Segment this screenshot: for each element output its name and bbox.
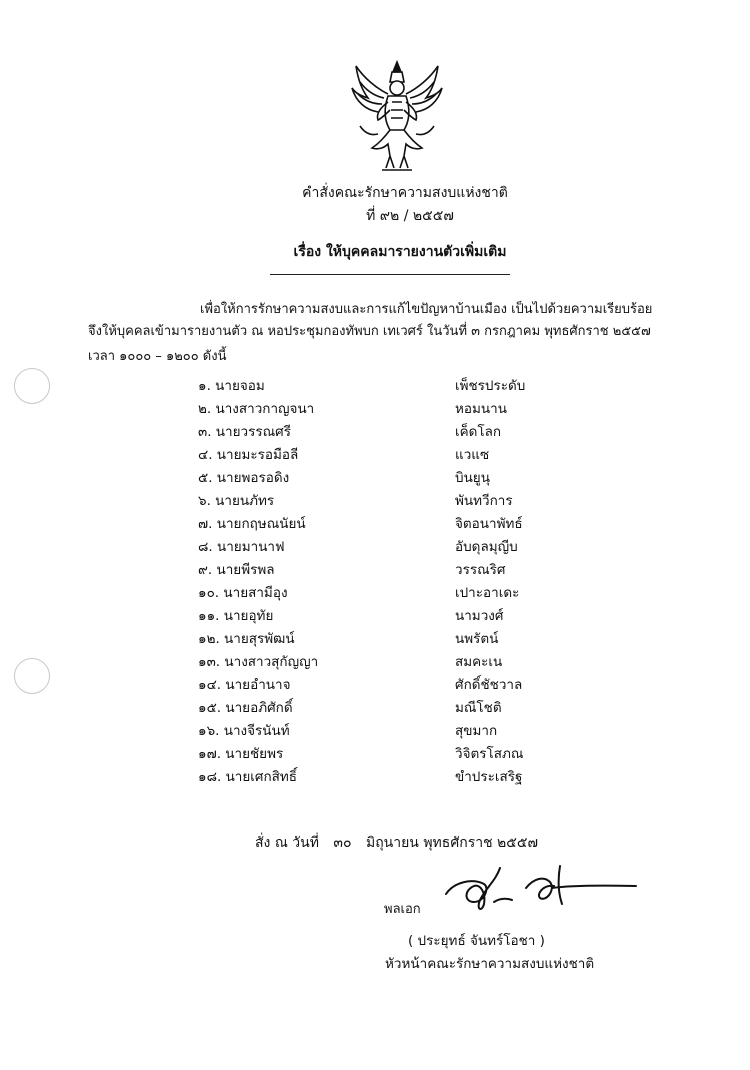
person-name: ๓. นายวรรณศรี bbox=[198, 424, 291, 440]
list-item bbox=[0, 650, 750, 672]
person-surname: เค็ดโลก bbox=[455, 424, 502, 440]
person-surname: ศักดิ์ชัชวาล bbox=[455, 677, 523, 693]
person-surname: เปาะอาเดะ bbox=[455, 585, 520, 601]
list-item bbox=[0, 673, 750, 695]
list-item bbox=[0, 765, 750, 787]
list-item bbox=[0, 443, 750, 465]
person-name: ๑๕. นายอภิศักดิ์ bbox=[198, 700, 293, 716]
person-name: ๕. นายพอรอดิง bbox=[198, 470, 290, 486]
person-surname: หอมนาน bbox=[455, 401, 507, 417]
person-surname: วรรณริศ bbox=[455, 562, 506, 578]
person-surname: สุขมาก bbox=[455, 723, 498, 739]
signer-rank: พลเอก bbox=[384, 902, 421, 917]
body-line-2: จึงให้บุคคลเข้ามารายงานตัว ณ หอประชุมกองทัพบก เทเวศร์ ในวันที่ ๓ กรกฎาคม พุทธศักราช ๒๕๕๗ bbox=[88, 324, 651, 339]
person-name: ๑. นายจอม bbox=[198, 378, 265, 394]
list-item bbox=[0, 581, 750, 603]
person-name: ๑๒. นายสุรพัฒน์ bbox=[198, 631, 295, 647]
list-item bbox=[0, 374, 750, 396]
person-name: ๘. นายมานาฟ bbox=[198, 539, 285, 555]
list-item bbox=[0, 696, 750, 718]
person-name: ๑๑. นายอุทัย bbox=[198, 608, 274, 624]
person-surname: อับดุลมุญีบ bbox=[455, 539, 518, 555]
list-item bbox=[0, 742, 750, 764]
list-item bbox=[0, 397, 750, 419]
order-number: ที่ ๙๒ / ๒๕๕๗ bbox=[366, 208, 454, 224]
signer-position: หัวหน้าคณะรักษาความสงบแห่งชาติ bbox=[385, 956, 595, 972]
list-item bbox=[0, 466, 750, 488]
list-item bbox=[0, 627, 750, 649]
list-item bbox=[0, 535, 750, 557]
person-name: ๖. นายนภัทร bbox=[198, 493, 275, 509]
person-surname: จิตอนาพัทธ์ bbox=[455, 516, 523, 532]
person-surname: สมคะเน bbox=[455, 654, 503, 670]
garuda-emblem-icon bbox=[348, 58, 446, 176]
issue-date bbox=[255, 832, 548, 854]
body-line-3: เวลา ๑๐๐๐ – ๑๒๐๐ ดังนี้ bbox=[88, 349, 227, 364]
person-surname: พันทวีการ bbox=[455, 493, 513, 509]
list-item bbox=[0, 558, 750, 580]
person-surname: วิจิตรโสภณ bbox=[455, 746, 524, 762]
handwritten-signature bbox=[440, 858, 640, 918]
person-surname: นพรัตน์ bbox=[455, 631, 499, 647]
person-name: ๔. นายมะรอมือลี bbox=[198, 447, 299, 463]
divider bbox=[270, 274, 510, 275]
person-name: ๒. นางสาวกาญจนา bbox=[198, 401, 315, 417]
issue-day: ๓๐ bbox=[333, 835, 352, 851]
order-issuer: คำสั่งคณะรักษาความสงบแห่งชาติ bbox=[302, 185, 508, 201]
person-surname: บินยูนุ bbox=[455, 470, 490, 486]
ordered-label: สั่ง ณ วันที่ bbox=[255, 835, 319, 851]
person-surname: มณีโชติ bbox=[455, 700, 502, 716]
person-name: ๑๘. นายเศกสิทธิ์ bbox=[198, 769, 298, 785]
person-name: ๑๔. นายอำนาจ bbox=[198, 677, 291, 693]
person-name: ๑๖. นางจีรนันท์ bbox=[198, 723, 290, 739]
person-surname: นามวงศ์ bbox=[455, 608, 504, 624]
person-name: ๗. นายกฤษณนัยน์ bbox=[198, 516, 306, 532]
list-item bbox=[0, 604, 750, 626]
person-name: ๑๗. นายชัยพร bbox=[198, 746, 284, 762]
list-item bbox=[0, 512, 750, 534]
person-surname: เพ็ชรประดับ bbox=[455, 378, 526, 394]
person-name: ๑๓. นางสาวสุกัญญา bbox=[198, 654, 319, 670]
list-item bbox=[0, 489, 750, 511]
person-surname: แวแซ bbox=[455, 447, 490, 463]
signer-name: ( ประยุทธ์ จันทร์โอชา ) bbox=[408, 933, 545, 949]
body-line-1: เพื่อให้การรักษาความสงบและการแก้ไขปัญหาบ้านเมือง เป็นไปด้วยความเรียบร้อย bbox=[200, 302, 653, 317]
person-surname: ขำประเสริฐ bbox=[455, 769, 523, 785]
list-item bbox=[0, 420, 750, 442]
person-name: ๑๐. นายสามีอุง bbox=[198, 585, 288, 601]
person-name: ๙. นายพีรพล bbox=[198, 562, 275, 578]
list-item bbox=[0, 719, 750, 741]
order-subject: เรื่อง ให้บุคคลมารายงานตัวเพิ่มเติม bbox=[293, 244, 507, 260]
issue-month-year: มิถุนายน พุทธศักราช ๒๕๕๗ bbox=[365, 835, 538, 851]
